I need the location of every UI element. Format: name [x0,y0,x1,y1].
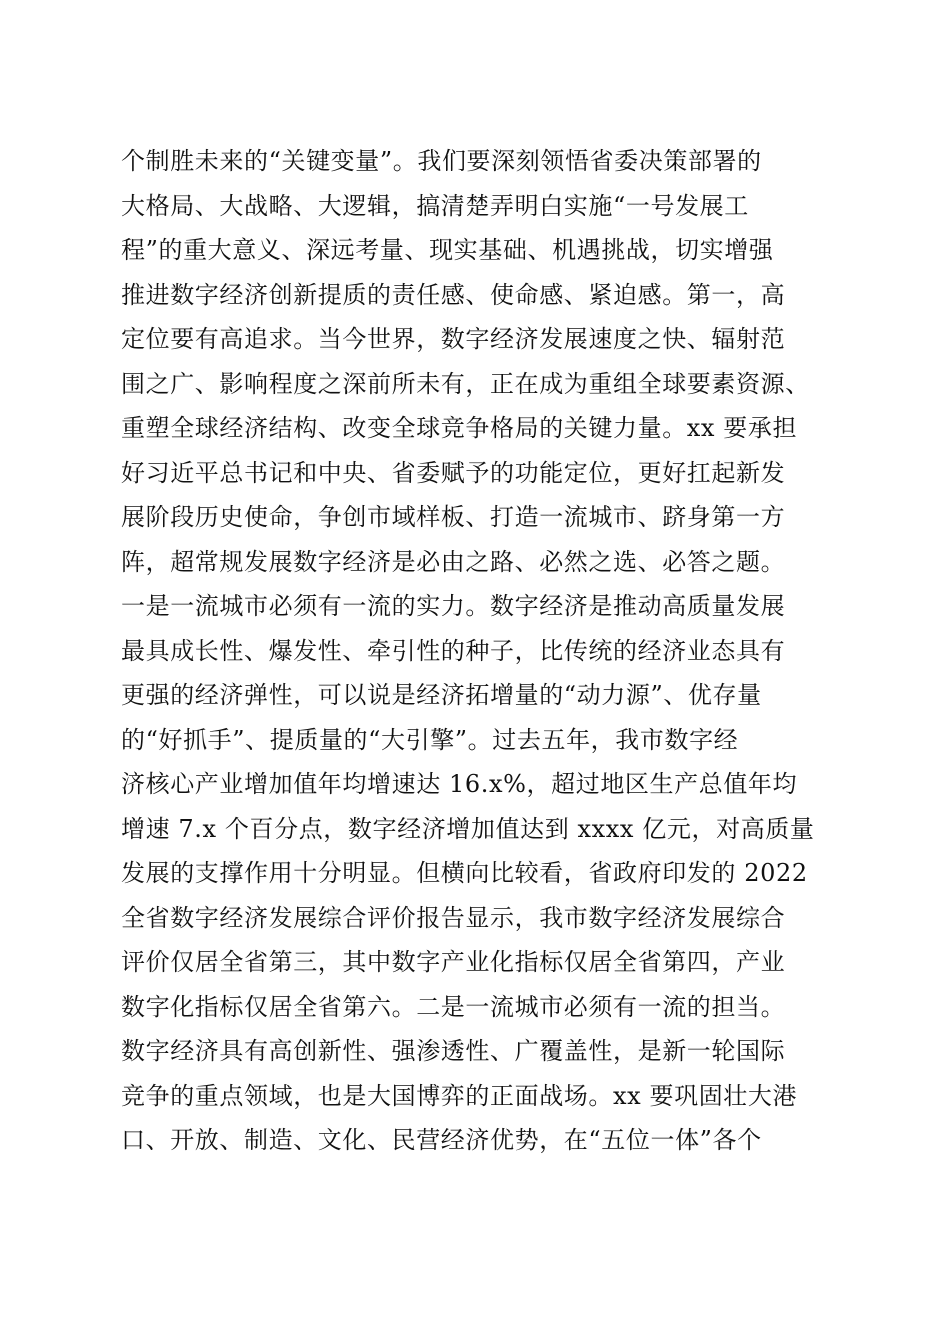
text-line: 口、开放、制造、文化、民营经济优势，在“五位一体”各个 [121,1126,762,1154]
text-line: 程”的重大意义、深远考量、现实基础、机遇挑战，切实增强 [121,236,774,264]
text-line: 一是一流城市必须有一流的实力。数字经济是推动高质量发展 [121,592,786,620]
text-line: 阵，超常规发展数字经济是必由之路、必然之选、必答之题。 [121,547,786,576]
text-line: 大格局、大战略、大逻辑，搞清楚弄明白实施“一号发展工 [121,191,749,220]
text-line: 全省数字经济发展综合评价报告显示，我市数字经济发展综合 [121,903,786,932]
text-line: 个制胜未来的“关键变量”。我们要深刻领悟省委决策部署的 [121,147,762,175]
text-line: 增速 7.x 个百分点，数字经济增加值达到 xxxx 亿元，对高质量 [121,814,815,843]
text-line: 数字化指标仅居全省第六。二是一流城市必须有一流的担当。 [121,992,786,1021]
text-line: 好习近平总书记和中央、省委赋予的功能定位，更好扛起新发 [121,458,786,487]
text-line: 数字经济具有高创新性、强渗透性、广覆盖性，是新一轮国际 [121,1037,786,1065]
text-line: 展阶段历史使命，争创市域样板、打造一流城市、跻身第一方 [121,503,786,531]
text-line: 发展的支撑作用十分明显。但横向比较看，省政府印发的 2022 [121,859,808,887]
text-line: 评价仅居全省第三，其中数字产业化指标仅居全省第四，产业 [121,948,786,976]
text-line: 的“好抓手”、提质量的“大引擎”。过去五年，我市数字经 [121,725,739,754]
text-line: 定位要有高追求。当今世界，数字经济发展速度之快、辐射范 [121,325,786,353]
text-line: 济核心产业增加值年均增速达 16.x%，超过地区生产总值年均 [121,770,798,798]
text-line: 最具成长性、爆发性、牵引性的种子，比传统的经济业态具有 [121,636,786,665]
body-text [121,139,841,1163]
text-line: 竞争的重点领域，也是大国博弈的正面战场。xx 要巩固壮大港 [121,1081,798,1110]
text-line: 重塑全球经济结构、改变全球竞争格局的关键力量。xx 要承担 [121,414,798,442]
text-line: 更强的经济弹性，可以说是经济拓增量的“动力源”、优存量 [121,681,762,709]
text-line: 围之广、影响程度之深前所未有，正在成为重组全球要素资源、 [121,369,810,398]
text-line: 推进数字经济创新提质的责任感、使命感、紧迫感。第一，高 [121,280,786,309]
